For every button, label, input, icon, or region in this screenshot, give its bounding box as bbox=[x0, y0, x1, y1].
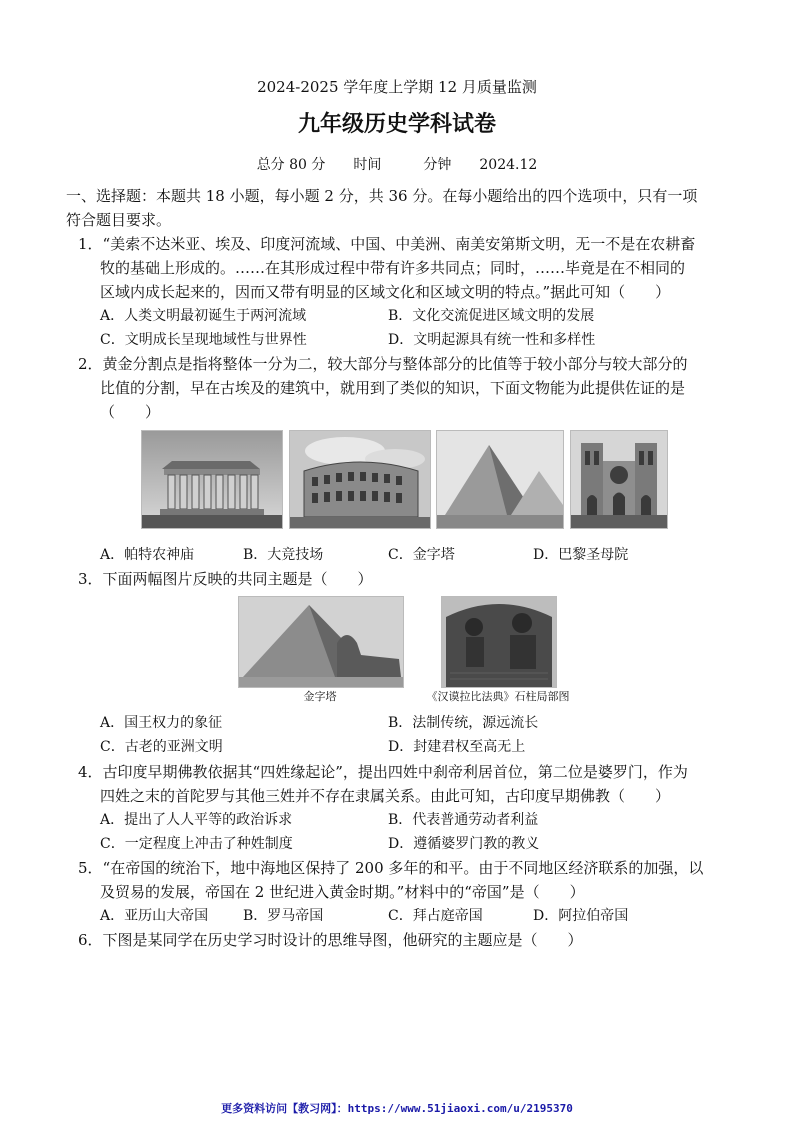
q4-stem-line2: 四姓之末的首陀罗与其他三姓并不存在隶属关系。由此可知，古印度早期佛教（ ） bbox=[100, 787, 671, 805]
colosseum-image bbox=[289, 430, 431, 529]
q4-stem-line1: 4．古印度早期佛教依据其“四姓缘起论”，提出四姓中刹帝利居首位，第二位是婆罗门，作为 bbox=[78, 763, 688, 781]
exam-meta: 总分 80 分 时间 分钟 2024.12 bbox=[256, 157, 538, 173]
parthenon-image bbox=[141, 430, 283, 529]
q4-option-c: C．一定程度上冲击了种姓制度 bbox=[100, 836, 293, 852]
q3-caption-left: 金字塔 bbox=[303, 690, 337, 703]
hammurabi-stele-image bbox=[441, 596, 557, 688]
q2-stem-line2: 比值的分割，早在古埃及的建筑中，就用到了类似的知识，下面文物能为此提供佐证的是 bbox=[100, 379, 686, 397]
q5-option-d: D．阿拉伯帝国 bbox=[533, 908, 629, 924]
section-instructions-line2: 符合题目要求。 bbox=[66, 211, 172, 229]
q2-option-a: A．帕特农神庙 bbox=[100, 547, 195, 563]
q3-option-c: C．古老的亚洲文明 bbox=[100, 739, 223, 755]
pyramids-image bbox=[436, 430, 564, 529]
q2-stem-line1: 2．黄金分割点是指将整体一分为二，较大部分与整体部分的比值等于较小部分与较大部分的 bbox=[78, 355, 688, 373]
q2-stem-line3: （ ） bbox=[100, 403, 161, 421]
q1-option-a: A．人类文明最初诞生于两河流域 bbox=[100, 308, 307, 324]
q1-option-c: C．文明成长呈现地域性与世界性 bbox=[100, 332, 307, 348]
q5-stem-line2: 及贸易的发展，帝国在 2 世纪进入黄金时期。”材料中的“帝国”是（ ） bbox=[100, 883, 585, 901]
exam-period: 2024-2025 学年度上学期 12 月质量监测 bbox=[257, 78, 537, 96]
q3-option-d: D．封建君权至高无上 bbox=[388, 739, 526, 755]
q1-stem-line2: 牧的基础上形成的。……在其形成过程中带有许多共同点；同时，……毕竟是在不相同的 bbox=[100, 259, 686, 277]
q2-option-b: B．大竞技场 bbox=[243, 547, 324, 563]
q4-option-d: D．遵循婆罗门教的教义 bbox=[388, 836, 540, 852]
q5-option-b: B．罗马帝国 bbox=[243, 908, 324, 924]
q3-option-a: A．国王权力的象征 bbox=[100, 715, 223, 731]
q1-stem-line1: 1．“美索不达米亚、埃及、印度河流域、中国、中美洲、南美安第斯文明，无一不是在农耕畜 bbox=[78, 235, 696, 253]
q4-option-a: A．提出了人人平等的政治诉求 bbox=[100, 812, 293, 828]
q4-option-b: B．代表普通劳动者利益 bbox=[388, 812, 539, 828]
q1-option-b: B．文化交流促进区域文明的发展 bbox=[388, 308, 595, 324]
q5-stem-line1: 5．“在帝国的统治下，地中海地区保持了 200 多年的和平。由于不同地区经济联系的加强，以 bbox=[78, 859, 704, 877]
q1-option-d: D．文明起源具有统一性和多样性 bbox=[388, 332, 596, 348]
page-title: 九年级历史学科试卷 bbox=[297, 111, 496, 137]
q6-stem: 6．下图是某同学在历史学习时设计的思维导图，他研究的主题应是（ ） bbox=[78, 931, 583, 949]
q2-option-d: D．巴黎圣母院 bbox=[533, 547, 629, 563]
pyramid-sphinx-image bbox=[238, 596, 404, 688]
q5-option-c: C．拜占庭帝国 bbox=[388, 908, 483, 924]
q3-stem: 3．下面两幅图片反映的共同主题是（ ） bbox=[78, 570, 373, 588]
q5-option-a: A．亚历山大帝国 bbox=[100, 908, 209, 924]
notre-dame-image bbox=[570, 430, 668, 529]
q2-option-c: C．金字塔 bbox=[388, 547, 455, 563]
footer-link[interactable]: 更多资料访问【教习网】：https://www.51jiaoxi.com/u/2195370 bbox=[221, 1102, 573, 1115]
q1-stem-line3: 区域内成长起来的，因而又带有明显的区域文化和区域文明的特点。”据此可知（ ） bbox=[100, 283, 671, 301]
section-instructions-line1: 一、选择题：本题共 18 小题，每小题 2 分，共 36 分。在每小题给出的四个选项中，只有一项 bbox=[66, 187, 698, 205]
q3-option-b: B．法制传统，源远流长 bbox=[388, 715, 539, 731]
q3-caption-right: 《汉谟拉比法典》石柱局部图 bbox=[426, 690, 570, 703]
